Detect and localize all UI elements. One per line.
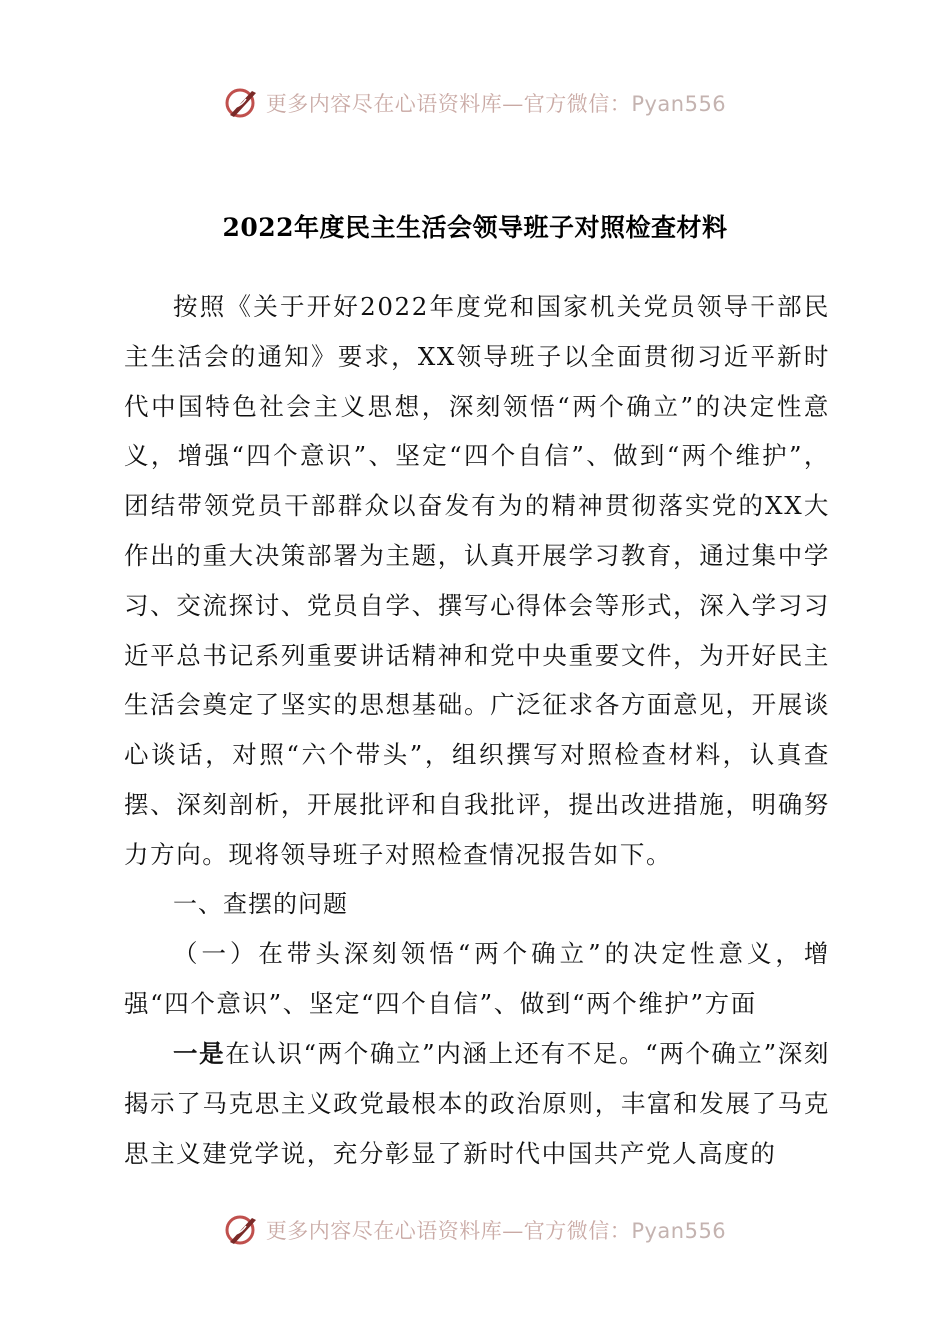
watermark-text: 更多内容尽在心语资料库—官方微信：Pyan556: [265, 1219, 727, 1243]
watermark-header: [0, 83, 950, 123]
point-paragraph: [124, 1029, 830, 1178]
point-lead: 一是: [173, 1038, 226, 1068]
watermark-footer: [0, 1210, 950, 1250]
intro-paragraph: 按照《关于开好2022年度党和国家机关党员领导干部民主生活会的通知》要求，XX领导班子以全面贯彻习近平新时代中国特色社会主义思想，深刻领悟“两个确立”的决定性意义，增强“四个意识”、坚定“四个自信”、做到“两个维护”，团结带领党员干部群众以奋发有为的精神贯彻落实党的XX大作出的重大决策部署为主题，认真开展学习教育，通过集中学习、交流探讨、党员自学、撰写心得体会等形式，深入学习习近平总书记系列重要讲话精神和党中央重要文件，为开好民主生活会奠定了坚实的思想基础。广泛征求各方面意见，开展谈心谈话，对照“六个带头”，组织撰写对照检查材料，认真查摆、深刻剖析，开展批评和自我批评，提出改进措施，明确努力方向。现将领导班子对照检查情况报告如下。: [124, 292, 830, 869]
pen-circle-logo-icon: [224, 1212, 260, 1248]
watermark-text: 更多内容尽在心语资料库—官方微信：Pyan556: [265, 92, 727, 116]
document-body: [124, 282, 830, 1178]
pen-circle-logo-icon: [224, 85, 260, 121]
point-text: 在认识“两个确立”内涵上还有不足。“两个确立”深刻揭示了马克思主义政党最根本的政治原则，丰富和发展了马克思主义建党学说，充分彰显了新时代中国共产党人高度的: [124, 1038, 830, 1168]
subsection-heading: （一）在带头深刻领悟“两个确立”的决定性意义，增强“四个意识”、坚定“四个自信”、做到“两个维护”方面: [124, 939, 830, 1019]
document-title: 2022年度民主生活会领导班子对照检查材料: [222, 213, 728, 242]
section-heading: 一、查摆的问题: [173, 889, 348, 918]
